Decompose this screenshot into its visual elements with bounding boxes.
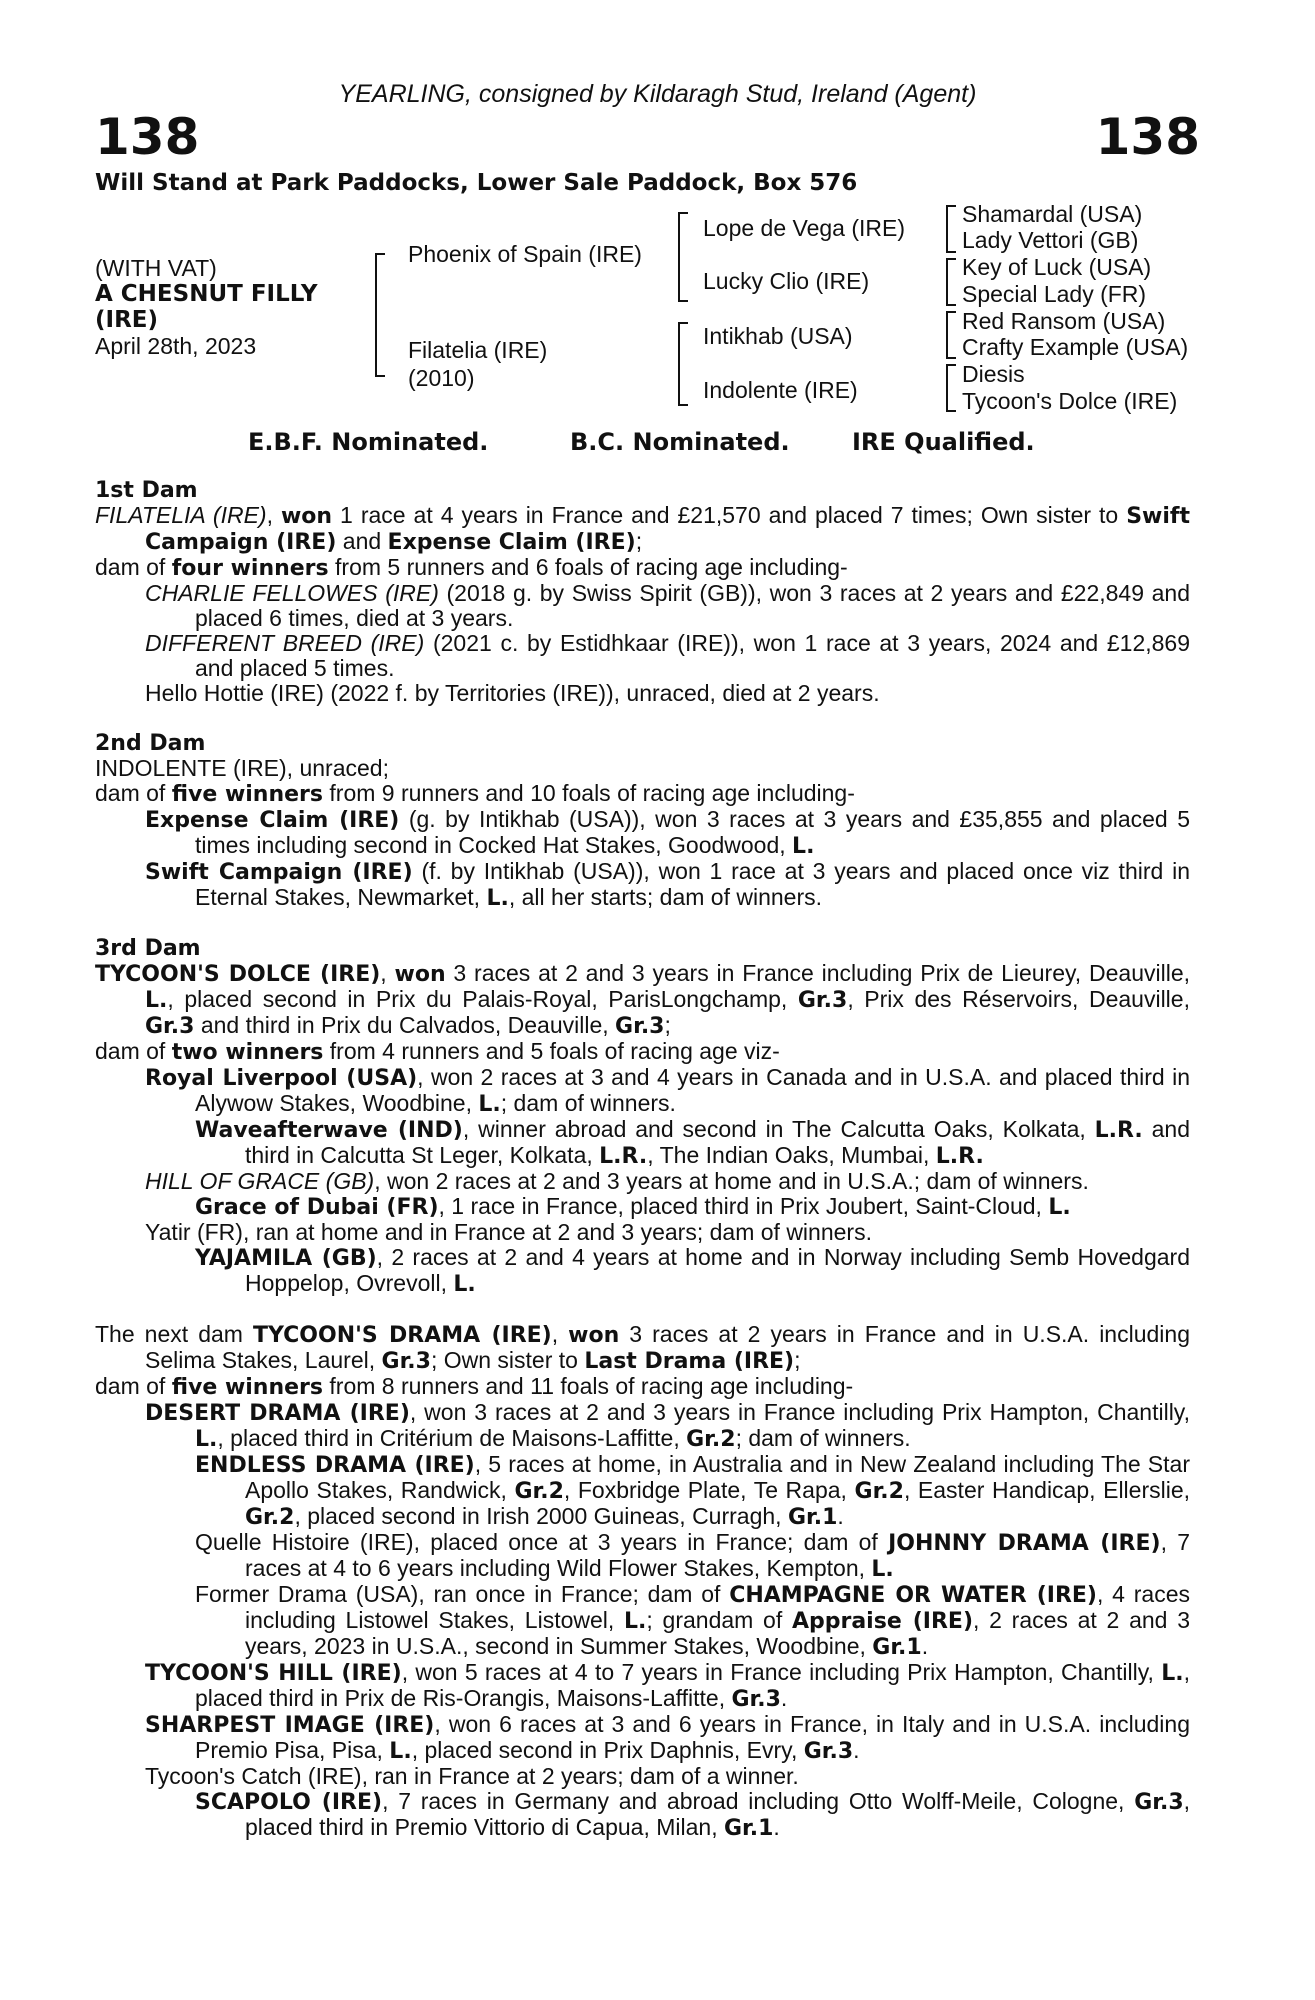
next-dam-produce-1a: ENDLESS DRAMA (IRE), 5 races at home, in Australia and in New Zealand including The Star Apollo Stakes, Randwick, Gr.2, Foxbridge Plate, Te Rapa, Gr.2, Easter Handicap, Ellerslie, Gr.2, placed second in Irish 2000 Guineas, Curragh, Gr.1. (195, 1451, 1191, 1530)
third-dam-produce-1a: Waveafterwave (IND), winner abroad and second in The Calcutta Oaks, Kolkata, L.R. and third in Calcutta St Leger, Kolkata, L.R., The Indian Oaks, Mumbai, L.R. (195, 1116, 1191, 1169)
foaling-date: April 28th, 2023 (95, 333, 257, 359)
nomination-ire: IRE Qualified. (852, 428, 1035, 456)
first-dam-produce-2: DIFFERENT BREED (IRE) (2021 c. by Estidhkaar (IRE)), won 1 race at 3 years, 2024 and £12,869 and placed 5 times. (145, 630, 1191, 681)
pedigree-g5: Red Ransom (USA) (962, 308, 1166, 334)
pedigree-sire: Phoenix of Spain (IRE) (408, 241, 642, 267)
next-dam-produce-4a: SCAPOLO (IRE), 7 races in Germany and abroad including Otto Wolff-Meile, Cologne, Gr.3, placed third in Premio Vittorio di Capua, Milan, Gr.1. (195, 1788, 1191, 1841)
first-dam-heading: 1st Dam (95, 478, 198, 503)
next-dam-produce-summary: dam of five winners from 8 runners and 11 foals of racing age including- (95, 1373, 854, 1400)
next-dam-produce-3: SHARPEST IMAGE (IRE), won 6 races at 3 and 6 years in France, in Italy and in U.S.A. including Premio Pisa, Pisa, L., placed second in Prix Daphnis, Evry, Gr.3. (145, 1711, 1191, 1764)
pedigree-g1: Shamardal (USA) (962, 201, 1143, 227)
consignor-line: YEARLING, consigned by Kildaragh Stud, Ireland (Agent) (338, 80, 977, 108)
next-dam-entry: The next dam TYCOON'S DRAMA (IRE), won 3 races at 2 years in France and in U.S.A. including Selima Stakes, Laurel, Gr.3; Own sister to Last Drama (IRE); (95, 1321, 1190, 1374)
pedigree-g8: Tycoon's Dolce (IRE) (962, 388, 1178, 414)
third-dam-heading: 3rd Dam (95, 936, 201, 961)
third-dam-entry: TYCOON'S DOLCE (IRE), won 3 races at 2 and 3 years in France including Prix de Lieurey, Deauville, L., placed second in Prix du Palais-Royal, ParisLongchamp, Gr.3, Prix des Réservoirs, Deauville, Gr.3 and third in Prix du Calvados, Deauville, Gr.3; (95, 960, 1190, 1039)
horse-description: A CHESNUT FILLY (95, 281, 318, 307)
third-dam-produce-2: HILL OF GRACE (GB), won 2 races at 2 and 3 years at home and in U.S.A.; dam of winners. (145, 1168, 1089, 1194)
next-dam-produce-4: Tycoon's Catch (IRE), ran in France at 2 years; dam of a winner. (145, 1763, 799, 1789)
next-dam-produce-1c: Former Drama (USA), ran once in France; dam of CHAMPAGNE OR WATER (IRE), 4 races including Listowel Stakes, Listowel, L.; grandam of Appraise (IRE), 2 races at 2 and 3 years, 2023 in U.S.A., second in Summer Stakes, Woodbine, Gr.1. (195, 1581, 1190, 1660)
third-dam-produce-1: Royal Liverpool (USA), won 2 races at 3 and 4 years in Canada and in U.S.A. and placed third in Alywow Stakes, Woodbine, L.; dam of winners. (145, 1064, 1190, 1117)
horse-country: (IRE) (95, 307, 159, 333)
second-dam-entry: INDOLENTE (IRE), unraced; (95, 755, 389, 781)
pedigree-brace-dam (678, 322, 688, 406)
second-dam-produce-2: Swift Campaign (IRE) (f. by Intikhab (USA)), won 1 race at 3 years and placed once viz third in Eternal Stakes, Newmarket, L., all her starts; dam of winners. (145, 858, 1190, 911)
first-dam-produce-summary: dam of four winners from 5 runners and 6 foals of racing age including- (95, 554, 848, 581)
horse-identity (95, 255, 318, 359)
first-dam-produce-1: CHARLIE FELLOWES (IRE) (2018 g. by Swiss Spirit (GB)), won 3 races at 2 years and £22,849 and placed 6 times, died at 3 years. (145, 580, 1191, 631)
catalogue-body (95, 478, 1190, 1841)
lot-number-right: 138 (1095, 108, 1200, 166)
second-dam-produce-1: Expense Claim (IRE) (g. by Intikhab (USA)), won 3 races at 3 years and £35,855 and placed 5 times including second in Cocked Hat Stakes, Goodwood, L. (145, 806, 1190, 859)
pedigree-brace-g3 (946, 311, 956, 359)
nomination-bc: B.C. Nominated. (570, 428, 790, 456)
lot-number-left: 138 (95, 108, 200, 166)
pedigree-brace-main (375, 253, 385, 377)
pedigree-sire-dam: Lucky Clio (IRE) (703, 268, 870, 294)
pedigree-dam-year: (2010) (408, 365, 475, 391)
second-dam-heading: 2nd Dam (95, 731, 206, 756)
pedigree-dam: Filatelia (IRE) (408, 337, 548, 363)
pedigree-g3: Key of Luck (USA) (962, 254, 1152, 280)
pedigree-dam-dam: Indolente (IRE) (703, 377, 858, 403)
next-dam-produce-1b: Quelle Histoire (IRE), placed once at 3 years in France; dam of JOHNNY DRAMA (IRE), 7 races at 4 to 6 years including Wild Flower Stakes, Kempton, L. (195, 1529, 1191, 1582)
pedigree-brace-g4 (946, 364, 956, 412)
pedigree-dam-sire: Intikhab (USA) (703, 323, 853, 349)
third-dam-produce-2a: Grace of Dubai (FR), 1 race in France, placed third in Prix Joubert, Saint-Cloud, L. (195, 1193, 1071, 1220)
third-dam-produce-3a: YAJAMILA (GB), 2 races at 2 and 4 years at home and in Norway including Semb Hovedgard Hoppelop, Ovrevoll, L. (195, 1244, 1191, 1297)
next-dam-produce-1: DESERT DRAMA (IRE), won 3 races at 2 and 3 years in France including Prix Hampton, Chantilly, L., placed third in Critérium de Maisons-Laffitte, Gr.2; dam of winners. (145, 1399, 1190, 1452)
pedigree-brace-g1 (946, 205, 956, 253)
pedigree-g2: Lady Vettori (GB) (962, 227, 1139, 253)
pedigree-g4: Special Lady (FR) (962, 281, 1147, 307)
nomination-ebf: E.B.F. Nominated. (248, 428, 489, 456)
pedigree-sire-sire: Lope de Vega (IRE) (703, 215, 906, 241)
next-dam-produce-2: TYCOON'S HILL (IRE), won 5 races at 4 to 7 years in France including Prix Hampton, Chantilly, L., placed third in Prix de Ris-Orangis, Maisons-Laffitte, Gr.3. (145, 1659, 1190, 1712)
third-dam-produce-3: Yatir (FR), ran at home and in France at 2 and 3 years; dam of winners. (145, 1219, 872, 1245)
pedigree-brace-sire (678, 212, 688, 302)
second-dam-produce-summary: dam of five winners from 9 runners and 10 foals of racing age including- (95, 780, 855, 807)
stabling-location: Will Stand at Park Paddocks, Lower Sale Paddock, Box 576 (95, 170, 858, 196)
first-dam-produce-3: Hello Hottie (IRE) (2022 f. by Territories (IRE)), unraced, died at 2 years. (145, 680, 880, 706)
third-dam-produce-summary: dam of two winners from 4 runners and 5 foals of racing age viz- (95, 1038, 780, 1065)
pedigree-g6: Crafty Example (USA) (962, 334, 1189, 360)
vat-label: (WITH VAT) (95, 255, 217, 281)
pedigree-brace-g2 (946, 258, 956, 306)
first-dam-entry: FILATELIA (IRE), won 1 race at 4 years in France and £21,570 and placed 7 times; Own sister to Swift Campaign (IRE) and Expense Claim (IRE); (95, 502, 1191, 555)
pedigree-g7: Diesis (962, 361, 1025, 387)
